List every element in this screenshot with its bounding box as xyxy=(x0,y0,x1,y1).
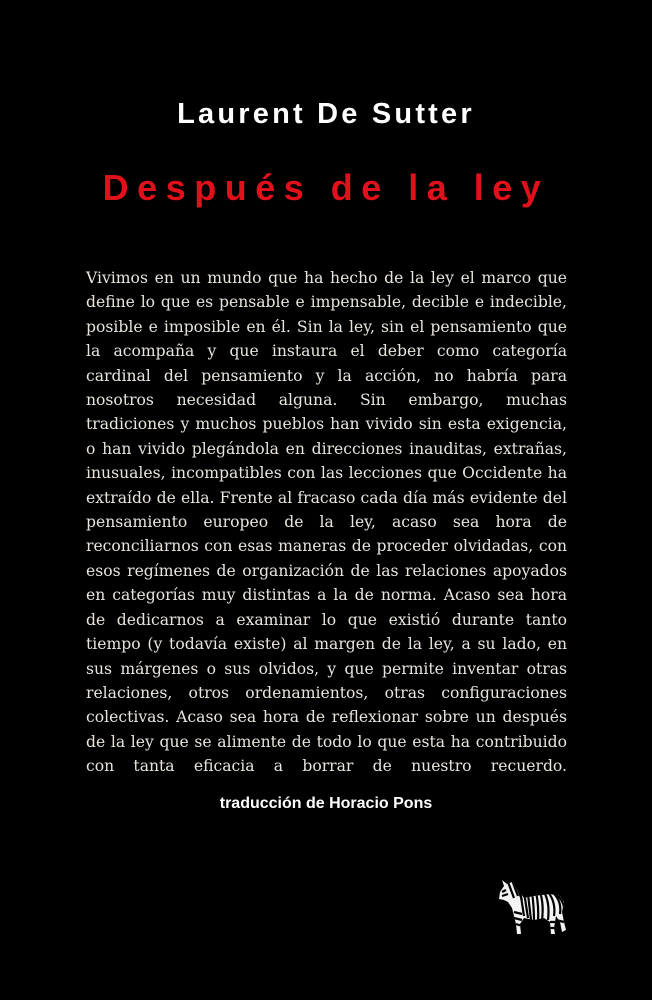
book-title: Después de la ley xyxy=(102,167,550,208)
back-cover-blurb: Vivimos en un mundo que ha hecho de la ley el marco que define lo que es pensable e impensable, decible e indecible, posible e imposible en él. Sin la ley, sin el pensamiento que la acompaña y que instaura el deber como categoría cardinal del pensamiento y la acción, no habría para nosotros necesidad alguna. Sin embargo, muchas tradiciones y muchos pueblos han vivido sin esta exigencia, o han vivido plegándola en direcciones inauditas, extrañas, inusuales, incompatibles con las lecciones que Occidente ha extraído de ella. Frente al fracaso cada día más evidente del pensamiento europeo de la ley, acaso sea hora de reconciliarnos con esas maneras de proceder olvidadas, con esos regímenes de organización de las relaciones apoyados en categorías muy distintas a la de norma. Acaso sea hora de dedicarnos a examinar lo que existió durante tanto tiempo (y todavía existe) al margen de la ley, a su lado, en sus márgenes o sus olvidos, y que permite inventar otras relaciones, otros ordenamientos, otras configuraciones colectivas. Acaso sea hora de reflexionar sobre un después de la ley que se alimente de todo lo que esta ha contribuido con tanta eficacia a borrar de nuestro recuerdo. xyxy=(86,269,567,776)
zebra-icon xyxy=(494,872,576,944)
translator-credit: traducción de Horacio Pons xyxy=(219,795,433,812)
author-name: Laurent De Sutter xyxy=(177,98,475,130)
